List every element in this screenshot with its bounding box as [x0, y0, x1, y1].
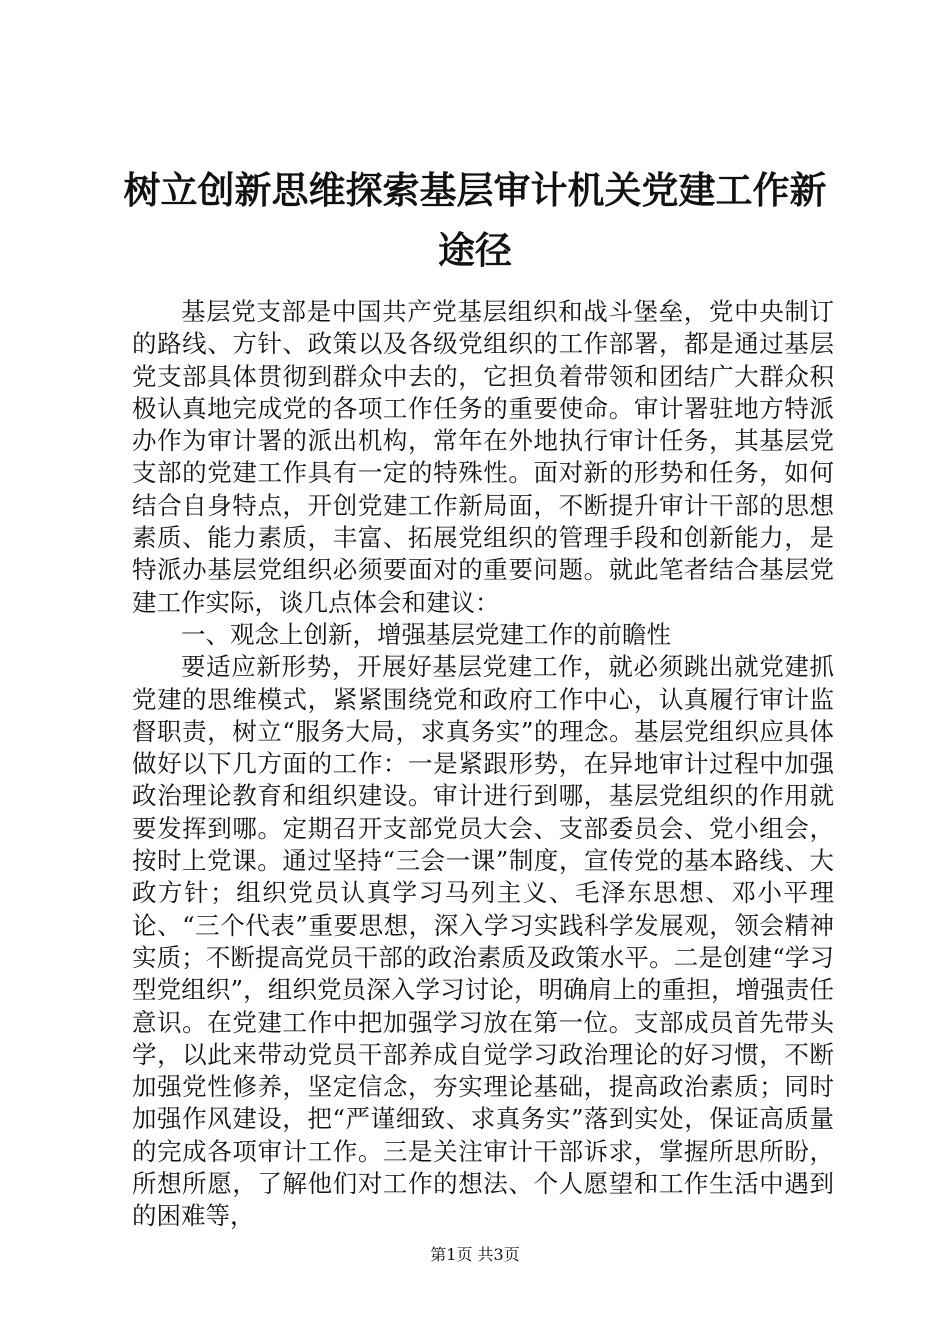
page-footer: 第1页 共3页	[430, 1245, 520, 1264]
section-heading-1: 一、观念上创新，增强基层党建工作的前瞻性	[181, 619, 671, 649]
document-body	[132, 296, 834, 1233]
paragraph-section-1: 要适应新形势，开展好基层党建工作，就必须跳出就党建抓党建的思维模式，紧紧围绕党和政府工作中心，认真履行审计监督职责，树立“服务大局，求真务实”的理念。基层党组织应具体做好以下几方面的工作：一是紧跟形势，在异地审计过程中加强政治理论教育和组织建设。审计进行到哪，基层党组织的作用就要发挥到哪。定期召开支部党员大会、支部委员会、党小组会，按时上党课。通过坚持“三会一课”制度，宣传党的基本路线、大政方针；组织党员认真学习马列主义、毛泽东思想、邓小平理论、“三个代表”重要思想，深入学习实践科学发展观，领会精神实质；不断提高党员干部的政治素质及政策水平。二是创建“学习型党组织”，组织党员深入学习讨论，明确肩上的重担，增强责任意识。在党建工作中把加强学习放在第一位。支部成员首先带头学，以此来带动党员干部养成自觉学习政治理论的好习惯，不断加强党性修养，坚定信念，夯实理论基础，提高政治素质；同时加强作风建设，把“严谨细致、求真务实”落到实处，保证高质量的完成各项审计工作。三是关注审计干部诉求，掌握所思所盼，所想所愿，了解他们对工作的想法、个人愿望和工作生活中遇到的困难等，	[132, 652, 834, 1231]
paragraph-intro: 基层党支部是中国共产党基层组织和战斗堡垒，党中央制订的路线、方针、政策以及各级党组织的工作部署，都是通过基层党支部具体贯彻到群众中去的，它担负着带领和团结广大群众积极认真地完成党的各项工作任务的重要使命。审计署驻地方特派办作为审计署的派出机构，常年在外地执行审计任务，其基层党支部的党建工作具有一定的特殊性。面对新的形势和任务，如何结合自身特点，开创党建工作新局面，不断提升审计干部的思想素质、能力素质，丰富、拓展党组织的管理手段和创新能力，是特派办基层党组织必须要面对的重要问题。就此笔者结合基层党建工作实际，谈几点体会和建议：	[132, 297, 834, 617]
document-title: 树立创新思维探索基层审计机关党建工作新途径	[123, 168, 827, 272]
